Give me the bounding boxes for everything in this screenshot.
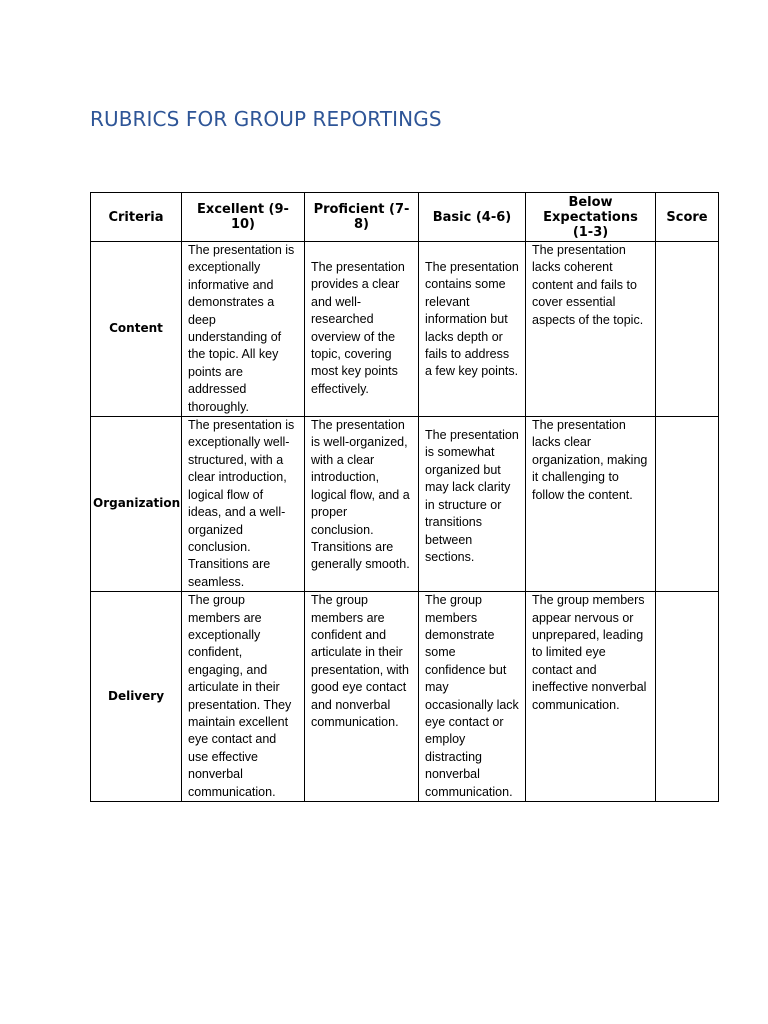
proficient-cell <box>305 242 419 417</box>
score-cell[interactable] <box>656 417 719 592</box>
excellent-cell <box>182 592 305 802</box>
table-row <box>91 592 719 802</box>
header-score: Score <box>656 193 719 242</box>
excellent-cell <box>182 242 305 417</box>
cell-text: The group members are exceptionally confident, engaging, and articulate in their presentation. They maintain excellent eye contact and use effective nonverbal communication. <box>188 593 292 799</box>
header-criteria: Criteria <box>91 193 182 242</box>
below-expectations-cell <box>526 417 656 592</box>
table-row <box>91 417 719 592</box>
below-expectations-cell <box>526 592 656 802</box>
header-proficient: Proficient (7-8) <box>305 193 419 242</box>
header-excellent: Excellent (9-10) <box>182 193 305 242</box>
cell-text: The group members demonstrate some confidence but may occasionally lack eye contact or employ distracting nonverbal communication. <box>425 593 519 799</box>
table-header-row <box>91 193 719 242</box>
cell-text: The presentation is exceptionally well-structured, with a clear introduction, logical flow of ideas, and a well-organized conclusion. Transitions are seamless. <box>188 418 295 589</box>
header-below-expectations: Below Expectations (1-3) <box>526 193 656 242</box>
cell-text: The presentation lacks clear organization, making it challenging to follow the content. <box>532 418 648 502</box>
proficient-cell <box>305 592 419 802</box>
table-row <box>91 242 719 417</box>
cell-text: The presentation contains some relevant information but lacks depth or fails to address a few key points. <box>425 260 519 379</box>
score-cell[interactable] <box>656 592 719 802</box>
header-basic: Basic (4-6) <box>419 193 526 242</box>
cell-text: The presentation is exceptionally informative and demonstrates a deep understanding of the topic. All key points are addressed thoroughly. <box>188 243 295 414</box>
page-title: RUBRICS FOR GROUP REPORTINGS <box>90 107 442 131</box>
cell-text: The presentation lacks coherent content and fails to cover essential aspects of the topic. <box>532 243 644 327</box>
cell-text: The presentation is well-organized, with a clear introduction, logical flow, and a proper conclusion. Transitions are generally smooth. <box>311 418 410 572</box>
cell-text: The group members appear nervous or unprepared, leading to limited eye contact and ineffective nonverbal communication. <box>532 593 647 712</box>
proficient-cell <box>305 417 419 592</box>
criteria-cell: Delivery <box>91 592 182 802</box>
excellent-cell <box>182 417 305 592</box>
score-cell[interactable] <box>656 242 719 417</box>
below-expectations-cell <box>526 242 656 417</box>
criteria-cell: Content <box>91 242 182 417</box>
cell-text: The group members are confident and articulate in their presentation, with good eye contact and nonverbal communication. <box>311 593 409 729</box>
basic-cell <box>419 592 526 802</box>
cell-text: The presentation provides a clear and well-researched overview of the topic, covering most key points effectively. <box>311 260 405 396</box>
basic-cell <box>419 242 526 417</box>
basic-cell <box>419 417 526 592</box>
cell-text: The presentation is somewhat organized but may lack clarity in structure or transitions between sections. <box>425 428 519 564</box>
criteria-cell: Organization <box>91 417 182 592</box>
rubric-table <box>90 192 719 802</box>
